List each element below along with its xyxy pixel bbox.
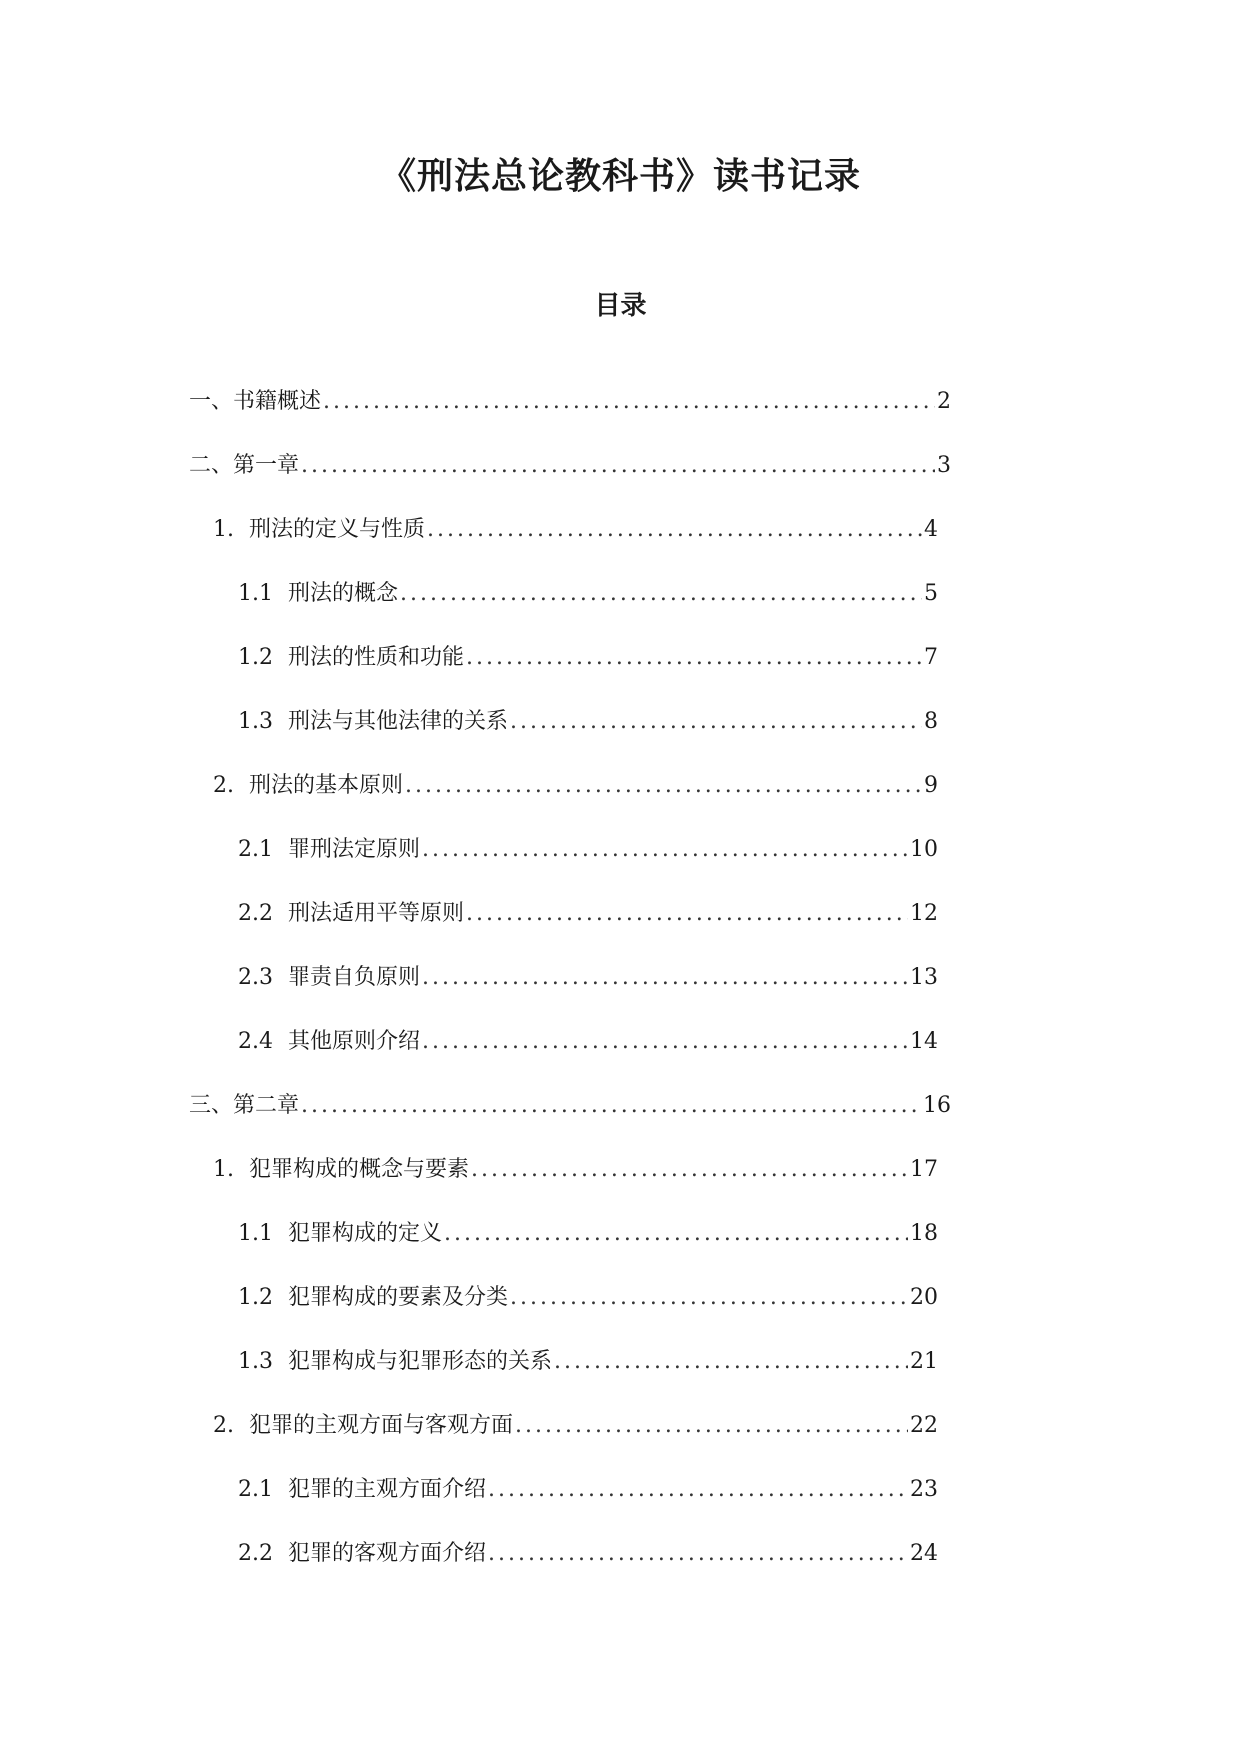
toc-entry-number: 1.3 (238, 1349, 273, 1374)
toc-entry-label: 犯罪的主观方面与客观方面 (249, 1413, 514, 1438)
toc-heading: 目录 (594, 291, 647, 321)
toc-dot-leader (400, 577, 922, 611)
toc-entry-page: 16 (923, 1093, 951, 1118)
toc-dot-leader (444, 1217, 908, 1251)
toc-entry[interactable] (238, 1281, 938, 1315)
toc-entry-page: 8 (924, 709, 938, 734)
toc-entry-page: 13 (910, 965, 938, 990)
toc-entry-page: 14 (910, 1029, 938, 1054)
toc-dot-leader (301, 1089, 921, 1123)
toc-entry[interactable] (238, 833, 938, 867)
toc-entry-label: 三、第二章 (189, 1093, 300, 1118)
toc-entry-label: 犯罪构成与犯罪形态的关系 (288, 1349, 553, 1374)
toc-entry-number: 2.2 (238, 1541, 273, 1566)
toc-entry[interactable] (213, 1153, 938, 1187)
toc-entry[interactable] (189, 1089, 951, 1123)
toc-entry-number: 2. (213, 1413, 234, 1438)
toc-entry-label: 其他原则介绍 (288, 1029, 421, 1054)
toc-dot-leader (323, 385, 935, 419)
toc-entry[interactable] (213, 513, 938, 547)
toc-entry-page: 20 (910, 1285, 938, 1310)
toc-dot-leader (510, 705, 922, 739)
toc-entry[interactable] (238, 1217, 938, 1251)
toc-entry-label: 犯罪构成的定义 (288, 1221, 443, 1246)
toc-entry-label: 犯罪的客观方面介绍 (288, 1541, 487, 1566)
toc-entry-page: 17 (910, 1157, 938, 1182)
toc-dot-leader (488, 1537, 908, 1571)
toc-dot-leader (466, 897, 908, 931)
toc-entry[interactable] (238, 961, 938, 995)
toc-dot-leader (422, 833, 908, 867)
toc-entry-label: 犯罪构成的要素及分类 (288, 1285, 509, 1310)
toc-entry-number: 2.4 (238, 1029, 273, 1054)
toc-entry-page: 3 (937, 453, 951, 478)
toc-entry-label: 刑法的定义与性质 (249, 517, 426, 542)
toc-dot-leader (554, 1345, 908, 1379)
toc-entry-number: 1. (213, 517, 234, 542)
toc-entry-page: 9 (924, 773, 938, 798)
toc-entry-page: 5 (924, 581, 938, 606)
toc-entry[interactable] (213, 769, 938, 803)
toc-entry-number: 2. (213, 773, 234, 798)
toc-entry-page: 23 (910, 1477, 938, 1502)
toc-entry-page: 7 (924, 645, 938, 670)
toc-entry-label: 犯罪的主观方面介绍 (288, 1477, 487, 1502)
toc-entry-number: 1.1 (238, 581, 273, 606)
toc-entry-page: 10 (910, 837, 938, 862)
toc-entry-label: 刑法的概念 (288, 581, 399, 606)
toc-dot-leader (510, 1281, 908, 1315)
toc-entry[interactable] (238, 897, 938, 931)
toc-entry-number: 2.3 (238, 965, 273, 990)
toc-entry-page: 4 (924, 517, 938, 542)
toc-entry-page: 18 (910, 1221, 938, 1246)
toc-entry-number: 2.1 (238, 1477, 273, 1502)
toc-entry-label: 二、第一章 (189, 453, 300, 478)
toc-entry-page: 2 (937, 389, 951, 414)
toc-entry-number: 1.2 (238, 1285, 273, 1310)
toc-dot-leader (301, 449, 935, 483)
document-title: 《刑法总论教科书》读书记录 (379, 156, 861, 197)
toc-entry-label: 罪责自负原则 (288, 965, 421, 990)
toc-entry-label: 犯罪构成的概念与要素 (249, 1157, 470, 1182)
toc-entry-page: 24 (910, 1541, 938, 1566)
toc-dot-leader (488, 1473, 908, 1507)
toc-entry[interactable] (189, 385, 951, 419)
toc-entry-label: 刑法的性质和功能 (288, 645, 465, 670)
toc-dot-leader (405, 769, 922, 803)
toc-entry-number: 2.2 (238, 901, 273, 926)
toc-entry-number: 1.3 (238, 709, 273, 734)
toc-entry[interactable] (238, 1473, 938, 1507)
toc-dot-leader (422, 961, 908, 995)
toc-entry[interactable] (238, 577, 938, 611)
toc-entry[interactable] (238, 1345, 938, 1379)
toc-entry[interactable] (213, 1409, 938, 1443)
toc-entry[interactable] (238, 705, 938, 739)
toc-entry-label: 一、书籍概述 (189, 389, 322, 414)
toc-entry-number: 1.1 (238, 1221, 273, 1246)
toc-entry[interactable] (189, 449, 951, 483)
toc-entry-page: 21 (910, 1349, 938, 1374)
toc-entry-number: 2.1 (238, 837, 273, 862)
toc-dot-leader (471, 1153, 908, 1187)
toc-dot-leader (427, 513, 922, 547)
toc-entry-number: 1. (213, 1157, 234, 1182)
toc-entry[interactable] (238, 1025, 938, 1059)
toc-entry[interactable] (238, 641, 938, 675)
toc-dot-leader (422, 1025, 908, 1059)
toc-entry-page: 12 (910, 901, 938, 926)
toc-dot-leader (466, 641, 922, 675)
toc-entry-label: 刑法与其他法律的关系 (288, 709, 509, 734)
toc-dot-leader (515, 1409, 908, 1443)
toc-entry-page: 22 (910, 1413, 938, 1438)
toc-entry-label: 刑法适用平等原则 (288, 901, 465, 926)
toc-entry[interactable] (238, 1537, 938, 1571)
toc-entry-label: 刑法的基本原则 (249, 773, 404, 798)
toc-entry-number: 1.2 (238, 645, 273, 670)
toc-entry-label: 罪刑法定原则 (288, 837, 421, 862)
